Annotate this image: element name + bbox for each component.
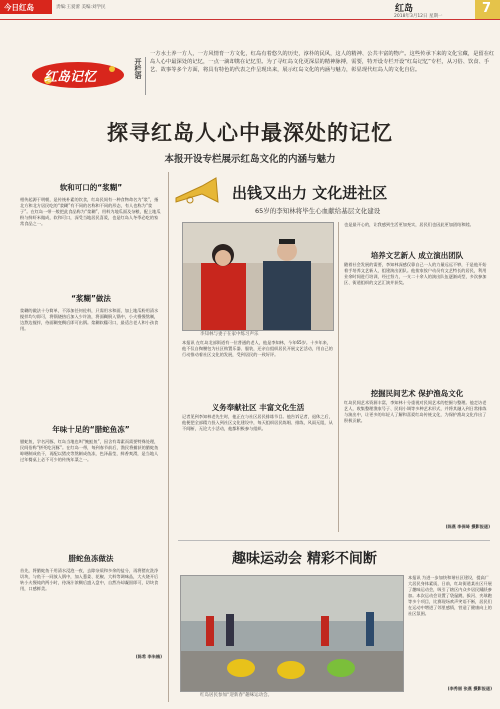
sports-text: 本报讯 为进一步加快和谐社区建设，提高广大居民身体素质，日前，红岛街道某社区开展了趣味运动会，吸引了辖区内众多居民踊跃参加。本次运动会设置了袋鼠跳、拔河、夹球跑等多个项目，比赛现场欢声笑语不断，居民们在运动中增进了邻里感情，营造了健康向上的社区氛围。 [408,575,492,616]
sports-rule [178,540,490,541]
section-tag-left [0,0,52,14]
left-s3-text: 腊蛇鱼，学名河豚，红岛当地也叫“鲀鲑鱼”，因含有毒素而需要特殊处理，民间俗称“拼死吃河豚”。在红岛一带，每到春节前后，渔民将捕获的腊蛇鱼晾晒制成鱼干，再配以猪皮等熬制成鱼冻，色泽晶莹，鲜香爽滑，是当地人过年餐桌上必不可少的传统年菜之一。 [20,439,159,462]
trumpet-icon [172,172,224,208]
sports-byline: (李秀丽 张燕 摄影报道) [447,686,492,691]
left-s4-text: 首先，将腊蛇鱼干用清水浸泡一夜，去除杂质和多余的盐分，再将猪皮洗净切块，与鱼干一同放入锅中，加入葱姜、花椒、大料等调味品，大火烧开后转小火慢炖约两小时，待汤汁浓稠后盛入盘中，自然冷却凝固即可，切块食用，口感鲜美。 [20,568,159,591]
left-s2-text: 浆糊的做法十分简单，不添加任何佐料，只需用水和面，加上地瓜粉用清水搅拌均匀即可，将锅烧热后加入少许油，将面糊倒入锅中，小火慢慢熬制，边熬边搅拌，待面糊变稠后即可出锅。浆糊软糯可口，最适合老人和小孩食用。 [20,308,159,331]
left-byline: (陈希 李朱楠) [135,654,162,659]
couple-photo-image [183,223,333,330]
feature-byline: (陈燕 李保琦 摄影报道) [445,524,490,529]
feature-photo-caption: 李知林与妻子在家中练习声乐 [200,332,259,337]
left-column [20,170,162,705]
sports-photo [180,575,404,692]
intro-divider [145,57,146,95]
feature-s2-text: 随着社会发展的需要，李知林深感仅靠自己一人的力量远远不够，于是他开始着手培养文艺新人，组建演出团队。他挨家挨户动员有文艺特长的居民，利用业余时间进行培训，经过努力，一支二十余人的演出队伍逐渐成型，多次参加区、街道组织的文艺汇演并获奖。 [344,262,487,285]
feature-s3-title: 挖掘民间艺术 保护渔岛文化 [370,389,464,398]
left-s1-text: 相传起源于明朝，是传统朴素的饮食，红岛民间有一种食物命名为“浆”，指北方和北方居民吃的“浆糊”有不同的名称和不同的形态，有人也称为“浆子”。在红岛一带一般把此食品称为“浆糊”，用料为地瓜面及杂粮，配上地瓜粉与鲜虾米做成，软和可口，深受当地居民喜爱，也是红岛人冬季必吃的家常食品之一。 [20,197,161,226]
feature-right-text: 也是最开心的，让我感到生活更加充实，居民们也因此更加团结和睦。 [344,222,474,227]
left-s1-title: 软和可口的“浆糊” [59,183,123,192]
column-intro: 一方水土养一方人，一方风情育一方文化，红岛有着悠久的历史，淳朴的民风，这人的精神、公共丰富的物产。这些传承下来的文化宝藏，是留在红岛人心中最深处的记忆，一点一滴却镌在记忆里。为了寻红岛文化更深层的精神脉搏，需要，特开设专栏开设“红岛记忆”专栏，从习俗、饮食、手艺、故事等多个方面，将具有特色的代表之作呈现出来，展示红岛文化的内涵与魅力，彰显现代红岛人的文化自信。 [150,51,495,73]
feature-inner-divider [338,222,339,532]
sports-event-image [181,576,403,691]
left-s4-title: 腊蛇鱼冻做法 [68,554,114,563]
sub-headline: 本报开设专栏展示红岛文化的内涵与魅力 [164,154,336,165]
page-number-box [475,0,500,20]
feature-subtitle: 65岁的李知林将毕生心血献给基层文化建设 [255,207,381,215]
feature-article [172,170,492,535]
column-sub-tag-label: 开栏语 [134,58,142,79]
page-masthead [0,0,500,20]
feature-body: 本报讯 在红岛北部街道有一位普通的老人，他是李知林，今年65岁。十多年来，他不仅自掏腰包为社区购置乐器、服装，还亲自组织居民开展文艺活动，用自己的行动推动着社区文化的发展，受到居民的一致好评。 [182,340,333,357]
editors-line: 责编:王爱蕾 美编:刘学民 [56,5,106,10]
sports-title: 趣味运动会 精彩不间断 [232,551,377,567]
headline-block [0,117,500,165]
section-tag-left-label: 今日红岛 [4,3,34,12]
section-tag-right: 红岛 [395,4,414,14]
left-s2-title: “浆糊”做法 [71,294,111,303]
feature-s1-title: 义务奉献社区 丰富文化生活 [211,403,305,412]
date-line: 2018年3月12日 星期一 [394,14,443,19]
feature-title: 出钱又出力 文化进社区 [232,184,388,202]
main-headline: 探寻红岛人心中最深处的记忆 [107,121,393,145]
column-sub-tag [133,58,143,83]
feature-photo [182,222,334,331]
feature-s3-text: 红岛民间艺术资源丰富，李知林十分重视对民间艺术的挖掘与整理。他走访老艺人，收集整理渔家号子、民间小调等多种艺术形式，并将其融入到日常排练与演出中，让更多的年轻人了解和喜爱红岛传统文化，为保护渔岛文化作出了积极贡献。 [344,400,487,423]
sports-photo-caption: 红岛居民参加“迎新春”趣味运动会。 [200,693,273,698]
column-logo-text: 红岛记忆 [44,70,97,85]
left-column-divider [168,172,169,702]
page-number: 7 [482,1,492,16]
masthead-rule [0,19,500,20]
feature-s2-title: 培养文艺新人 成立演出团队 [370,251,464,260]
feature-s1-text: 记者见到李知林老先生时，他正在与社区居民排练节目。他告诉记者，退休之后，他便把全部精力投入到社区文化建设中，每天组织居民练唱、排练，风雨无阻，从不间断，无论大小活动，他都积极参与组织。 [182,414,333,431]
column-logo [30,60,130,90]
left-s3-title: 年味十足的“腊蛇鱼冻” [52,425,130,434]
